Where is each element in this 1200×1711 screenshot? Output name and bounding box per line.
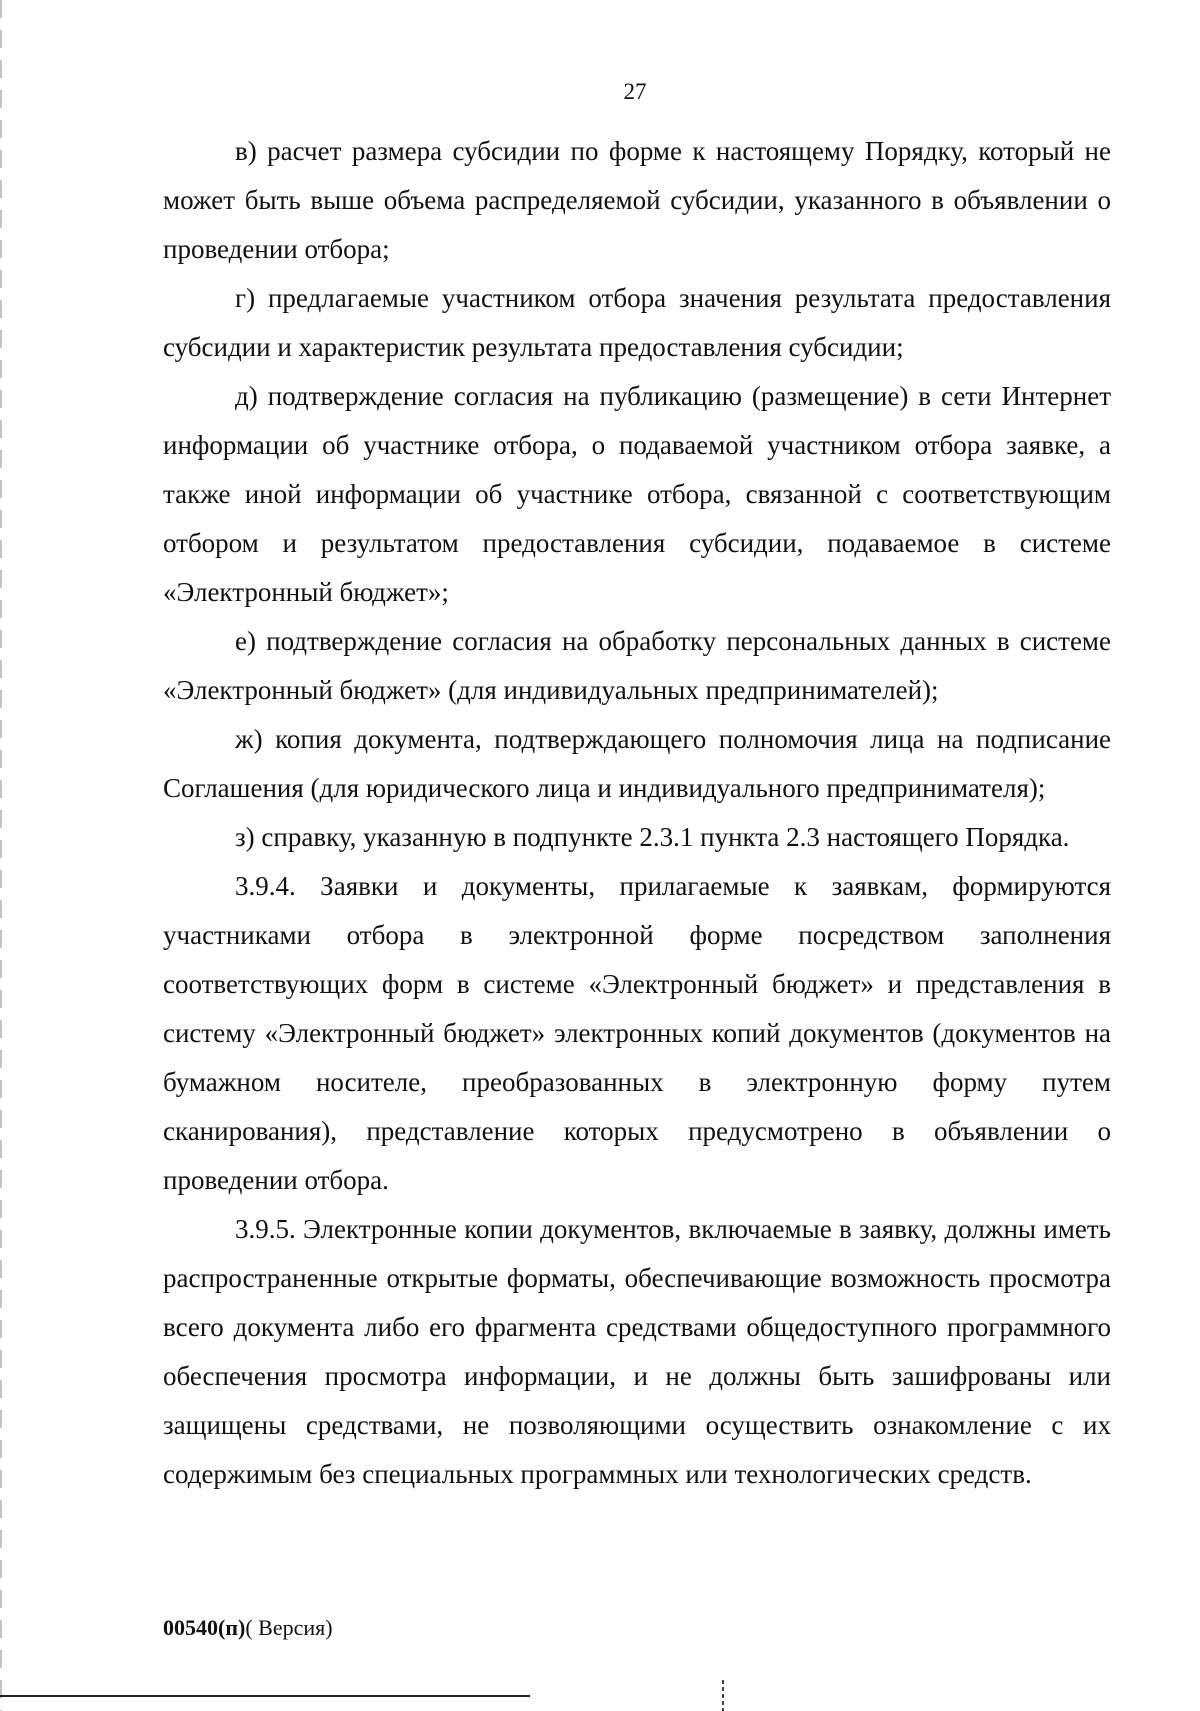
paragraph-z: з) справку, указанную в подпункте 2.3.1 пункта 2.3 настоящего Порядка. bbox=[235, 822, 1070, 852]
paragraph-3-9-5: 3.9.5. Электронные копии документов, включаемые в заявку, должны иметь распространенные открытые форматы, обеспечивающие возможность просмотра всего документа либо его фрагмента средствами общедоступного программного обеспечения просмотра информации, и не должны быть зашифрованы или защищены средствами, не позволяющими осуществить ознакомление с их содержимым без специальных программных или технологических средств. bbox=[163, 1214, 1111, 1489]
paragraph-zh: ж) копия документа, подтверждающего полномочия лица на подписание Соглашения (для юридического лица и индивидуального предпринимателя); bbox=[163, 724, 1111, 803]
paragraph-v: в) расчет размера субсидии по форме к настоящему Порядку, который не может быть выше объема распределяемой субсидии, указанного в объявлении о проведении отбора; bbox=[163, 136, 1111, 264]
paragraph-3-9-4: 3.9.4. Заявки и документы, прилагаемые к заявкам, формируются участниками отбора в электронной форме посредством заполнения соответствующих форм в системе «Электронный бюджет» и представления в систему «Электронный бюджет» электронных копий документов (документов на бумажном носителе, преобразованных в электронную форму путем сканирования), представление которых предусмотрено в объявлении о проведении отбора. bbox=[163, 871, 1111, 1195]
page-number: 27 bbox=[623, 79, 647, 104]
document-version: ( Версия) bbox=[245, 1615, 333, 1640]
scan-edge bbox=[0, 0, 2, 1711]
paragraph-d: д) подтверждение согласия на публикацию (размещение) в сети Интернет информации об участнике отбора, о подаваемой участником отбора заявке, а также иной информации об участнике отбора, связанной с соответствующим отбором и результатом предоставления субсидии, подаваемое в системе «Электронный бюджет»; bbox=[163, 381, 1111, 607]
scan-mark bbox=[722, 1680, 724, 1711]
document-code bbox=[163, 1614, 333, 1642]
paragraph-e: е) подтверждение согласия на обработку персональных данных в системе «Электронный бюджет» (для индивидуальных предпринимателей); bbox=[163, 626, 1111, 705]
paragraph-g: г) предлагаемые участником отбора значения результата предоставления субсидии и характеристик результата предоставления субсидии; bbox=[163, 283, 1111, 362]
footer-rule bbox=[0, 1695, 530, 1697]
document-body bbox=[163, 127, 1111, 1499]
document-code-number: 00540(п) bbox=[163, 1615, 246, 1640]
